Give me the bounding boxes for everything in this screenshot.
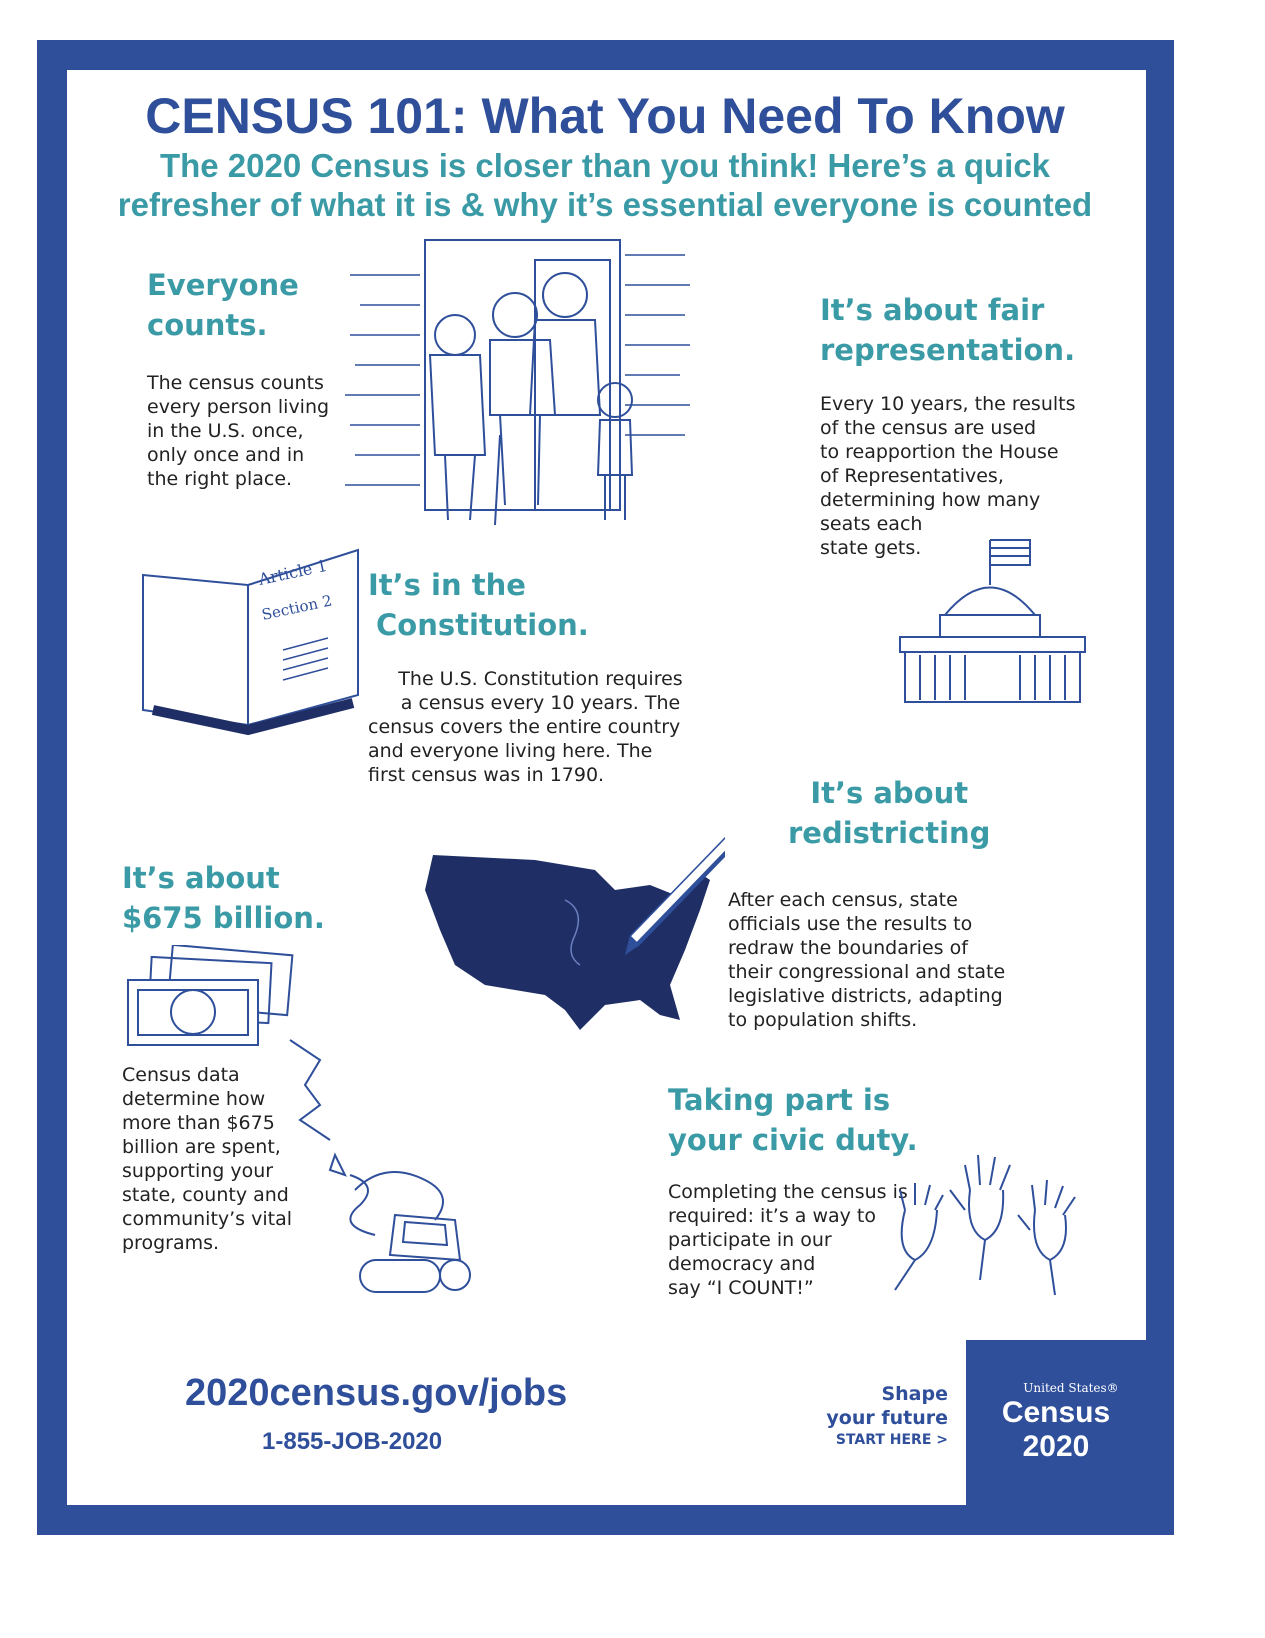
- section-heading: Taking part is your civic duty.: [668, 1083, 918, 1157]
- section-675-billion: [122, 858, 325, 938]
- section-everyone-counts: [147, 265, 329, 491]
- census-2020-logo: United States® Census 2020: [966, 1340, 1146, 1505]
- book-article-label: Article 1: [256, 555, 329, 589]
- section-body: Completing the census is required: it’s a way to participate in our democracy and say “I COUNT!”: [668, 1181, 908, 1299]
- section-body: The U.S. Constitution requires a census every 10 years. The census covers the entire country and everyone living here. The first census was in 1790.: [368, 668, 683, 786]
- jobs-phone-number: 1-855-JOB-2020: [262, 1428, 443, 1455]
- section-heading: It’s in the Constitution.: [368, 568, 589, 642]
- book-icon: [138, 545, 368, 740]
- section-heading: Everyone counts.: [147, 268, 299, 342]
- us-map-icon: [415, 760, 725, 1040]
- capitol-icon: [895, 530, 1090, 710]
- page-subtitle: [0, 146, 1210, 224]
- section-civic-duty: [668, 1080, 918, 1300]
- jobs-website-link[interactable]: 2020census.gov/jobs: [185, 1372, 568, 1414]
- section-body: Every 10 years, the results of the census are used to reapportion the House of Representatives, determining how many seats each state gets.: [820, 393, 1076, 559]
- section-redistricting: [788, 773, 990, 853]
- section-fair-representation: [820, 290, 1076, 560]
- section-heading: It’s about fair representation.: [820, 293, 1076, 367]
- steamroller-icon: [345, 1160, 495, 1300]
- section-constitution: [368, 565, 713, 787]
- family-illustration: [340, 235, 700, 535]
- section-body: The census counts every person living in the U.S. once, only once and in the right place.: [147, 372, 330, 490]
- page-title: CENSUS 101: What You Need To Know: [145, 88, 1065, 144]
- start-here-link[interactable]: START HERE >: [835, 1432, 948, 1448]
- book-section-label: Section 2: [260, 591, 334, 624]
- shape-your-future-tagline: Shape your future START HERE >: [800, 1382, 948, 1450]
- subtitle-line: The 2020 Census is closer than you think! Here’s a quick: [159, 147, 1051, 184]
- raised-hands-icon: [885, 1150, 1095, 1310]
- subtitle-line: refresher of what it is & why it’s essential everyone is counted: [117, 186, 1093, 223]
- section-heading: It’s about $675 billion.: [122, 861, 325, 935]
- section-body: Census data determine how more than $675 billion are spent, supporting your state, county and community’s vital programs.: [122, 1064, 293, 1254]
- section-heading: It’s about redistricting: [788, 776, 991, 850]
- section-body: After each census, state officials use the results to redraw the boundaries of their congressional and state legislative districts, adapting to population shifts.: [728, 889, 1006, 1031]
